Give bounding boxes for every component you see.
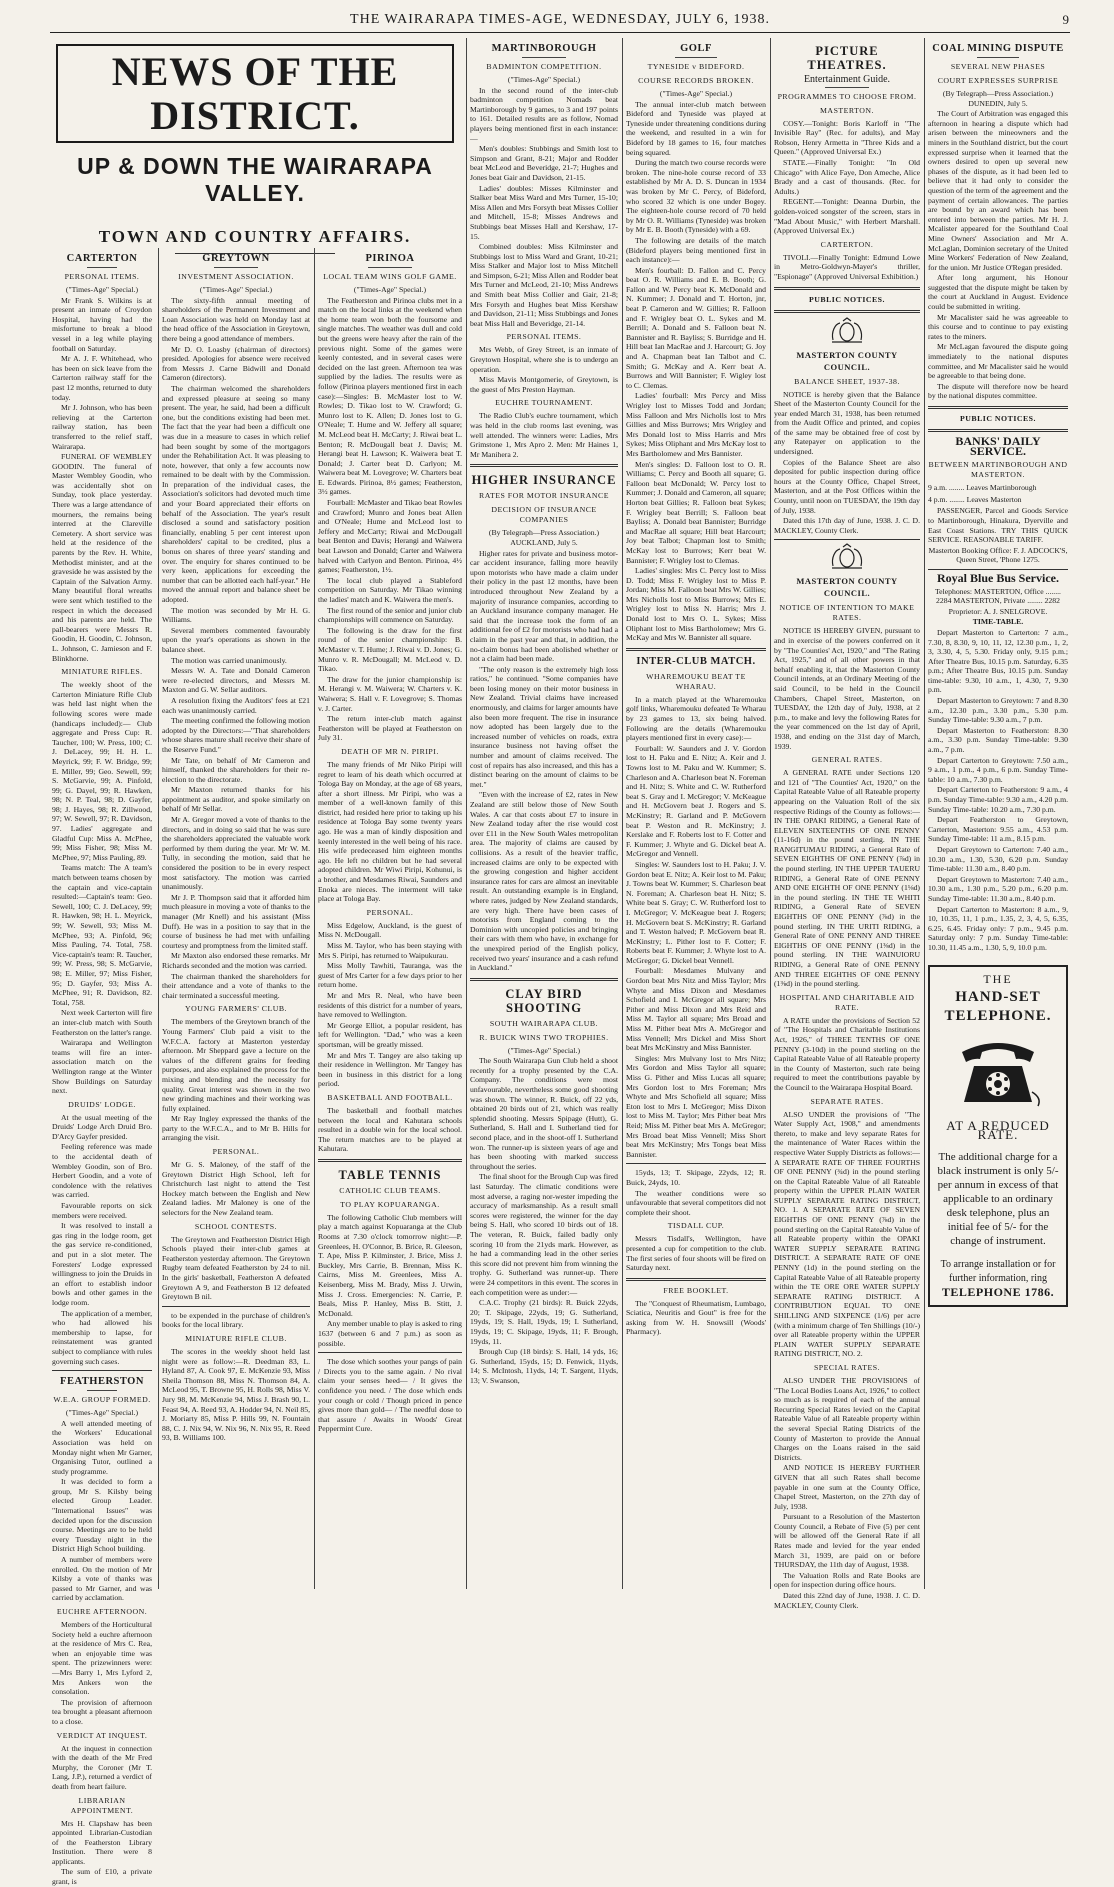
paragraph: A well attended meeting of the Workers' Educational Association was held on Monday night when Mr Garner, Organising Tutor, outlined a study programme. [52,1418,152,1476]
paragraph: Higher rates for private and business motor-car accident insurance, falling more heavily upon motorists who have made a claim under their policy in the past 12 months, have been introduced throughout New Zealand by a majority of insurance companies, according to an Auckland insurance company manager. He said that the increase took the form of an additional fee of £2 for motorists who had had a claim in the past year and that, in addition, the no-claim bonus had been abolished whether or not a claim had been made. [470,548,618,664]
paragraph: The annual inter-club match between Bideford and Tyneside was played at Tyneside under threatening conditions during the weekend, and resulted in a win for Bideford by 18 games to 16, four matches being squared. [626,99,766,157]
column-rule [466,38,467,1589]
general-rates-heading: GENERAL RATES. [811,755,883,765]
court-surprise-heading: COURT EXPRESSES SURPRISE [937,76,1059,85]
royal-phones: Telephones: MASTERTON, Office ........ 2284 MASTERTON, Private ........ 2282 [935,586,1061,606]
timetable-entry: Depart Greytown to Carterton: 7.40 a.m., 10.30 a.m., 1.30, 5.30, 6.20 p.m. Sunday Time-table: 11.30 a.m., 8.40 p.m. [928,844,1068,874]
column-notices [774,38,920,1610]
divider [162,1306,310,1307]
divider [318,1352,462,1353]
public-notices-heading-2: PUBLIC NOTICES. [960,414,1036,423]
timetable-entry: Depart Carterton to Masterton: 8 a.m., 9, 10, 10.35, 11, 1 p.m., 1.35, 2, 3, 4, 5, 6.35, 6.25, 6.45. Friday only: 7 p.m., 9.45 p.m. Saturday only: 7 p.m. Sunday Time-table: 10.30, 11.45 a.m., 1.30, 5, 9, 10.0 p.m. [928,904,1068,952]
paragraph: Fourball: W. Saunders and J. V. Gordon lost to H. Paku and E. Nitz; A. Keir and J. Towns lost to M. Paku and W. Kummer; S. Charleson and A. Charleson beat N. Foreman and H. Nitz; S. White and C. W. Rutherford beat S. Gray and I. McGregor; V. McKeague and H. McGovern beat J. Rogers and S. McKinstry; R. Garland and P. McGovern beat P. Weston and R. McKinstry; J. Kerslake and F. Roberts lost to F. Cotter and F. Kummer; J. Whyte and G. Dickel beat A. McGregor and Vennell. [626,743,766,859]
divider [928,429,1068,432]
paragraph: Mr Maxton returned thanks for his appointment as auditor, and spoke similarly on behalf of Mr Sellar. [162,785,310,814]
insurance-decision: DECISION OF INSURANCE COMPANIES [491,505,597,525]
column-rule [770,38,771,1589]
paragraph: Men's fourball: D. Fallon and C. Percy beat O. R. Williams and E. B. Booth; G. Fallon and W. Percy beat K. McDonald and N. Kummer; J. Donald and T. Horton, jnr, beat P. Cameron and W. Gillies; R. Falloon and F. Wrigley beat O. L. Sykes and M. Berrill; A. Donald and S. Falloon beat N. Bannister and R. Bayliss; S. Burridge and H. Hill beat Ian MacRae and J. Harcourt; G. Joy and A. Chapman beat Ian Talbot and C. Smith; G. McKay and A. Kerr beat A. Burrows and Will Bannister; F. Wigley lost to C. Clemas. [626,265,766,390]
column-pirinoa [318,248,462,1589]
county-council-title: MASTERTON COUNTY COUNCIL. [796,349,898,372]
librarian-heading: LIBRARIAN APPOINTMENT. [70,1795,134,1815]
divider [52,1370,152,1371]
euchre-afternoon-heading: EUCHRE AFTERNOON. [56,1607,148,1616]
paragraph: A GENERAL RATE under Sections 120 and 121 of "The Counties' Act, 1920," on the Capital Rateable Value of all Rateable property appearing on the Valuation Roll of the six respective Ridings of the County as follows:— IN THE OPAKI RIDING, a General Rate of ELEVEN SIXTEENTHS OF ONE PENNY (11-16d) in the pound sterling. IN THE RANGITUMAU RIDING, a General Rate of SEVEN EIGHTHS OF ONE PENNY (⅞d) in the pound sterling. IN THE UPPER TAUERU RIDING, a General Rate of ONE PENNY AND ONE EIGHTH OF ONE PENNY (1⅛d) in the pound sterling. IN THE TE WHITI RIDING, a General Rate of SEVEN EIGHTHS OF ONE PENNY (⅞d) in the pound sterling. IN THE URITI RIDING, a General Rate of ONE PENNY AND THREE EIGHTHS OF ONE PENNY (1⅜d) in the pound sterling. IN THE WAINUIORU RIDING, a General Rate of ONE PENNY AND THREE EIGHTHS OF ONE PENNY (1⅜d) in the pound sterling. [774,768,920,989]
divider [368,267,411,268]
byline: ("Times-Age" Special.) [65,285,139,294]
telephone-icon [952,1032,1044,1110]
paragraph: A number of members were enrolled. On the motion of Mr Kilsby a vote of thanks was passed to Mr Garner, and was carried by acclamation. [52,1555,152,1603]
divider [675,57,717,58]
hospital-rate-heading: HOSPITAL AND CHARITABLE AID RATE. [779,992,915,1012]
paragraph: Mr J. Johnson, who has been relieving at the Carterton railway station, has been transferred to the relief staff, Wairarapa. [52,403,152,451]
paragraph: Brough Cup (18 birds): S. Hall, 14 yds, 16; G. Sutherland, 15yds, 15; D. Fenwick, 11yds, 14; S. McIntosh, 11yds, 14; T. Sargent, 11yds, 13; V. Swanson, [470,1347,618,1385]
byline: ("Times-Age" Special.) [353,285,427,294]
paragraph: Ladies' doubles: Misses Kilminster and Stalker beat Miss Ward and Mrs Turner, 15-10; Miss Allen and Mrs Forsyth beat Misses Collier and Mitchell, 15-8; Misses Andrews and Stubbings beat Misses Hall and Kershaw, 17-15. [470,183,618,241]
divider [928,569,1068,570]
paragraph: Feeling reference was made to the accidental death of Wembley Goodin, son of Bro. Herbert Goodin, and a vote of condolence with the relatives was carried. [52,1142,152,1200]
paragraph: The Valuation Rolls and Rate Books are open for inspection during office hours. [774,1570,920,1590]
banks-time-2: 4 p.m. ........ Leaves Masterton [928,494,1022,504]
paragraph: The first round of the senior and junior club championships will commence on Saturday. [318,605,462,625]
paragraph: TIVOLI.—Finally Tonight: Edmund Lowe in Metro-Goldwyn-Mayer's thriller, "Espionage" (Approved Universal Exhibition.) [774,252,920,281]
paragraph: The following are details of the match (Bideford players being mentioned first in each instance):— [626,235,766,265]
coat-of-arms-icon [827,544,867,570]
paragraph: The sum of £10, a private grant, is [52,1867,152,1887]
paragraph: NOTICE IS HEREBY GIVEN, pursuant to and in exercise of the powers conferred on it by "The Counties' Act, 1920," and "The Rating Act, 1925," and of all other powers in that behalf enabling it, that the Masterton County Council intends, at an Ordinary Meeting of the said Council, to be held in the Council Chambers, Chapel Street, Masterton, on TUESDAY, the 12th day of July, 1938, at 2 p.m., to make and levy the following Rates for the year commenced on the 1st day of April, 1938, and ending on the 31st day of March, 1939. [774,626,920,751]
paragraph: It was resolved to install a gas ring in the lodge room, get the gas service re-conditioned, and put in a slot meter. The Foresters' Lodge expressed willingness to join the Druids in an effort to establish indoor bowls and other games in the lodge room. [52,1221,152,1307]
town-country-heading: TOWN AND COUNTRY AFFAIRS. [98,227,412,246]
divider [470,464,618,467]
investment-heading: INVESTMENT ASSOCIATION. [178,272,294,281]
paragraph: Miss M. Taylor, who has been staying with Mrs S. Piripi, has returned to Waipukurau. [318,941,462,960]
separate-rates-heading: SEPARATE RATES. [810,1096,884,1106]
byline: ("Times-Age" Special.) [65,1408,139,1418]
paragraph: Several members commented favourably upon the year's operations as shown in the balance sheet. [162,625,310,654]
paragraph: ALSO UNDER the provisions of "The Water Supply Act, 1908," and amendments thereto, to make and levy separate Rates for the maintenance of Water Races within the respective Water Supply Districts as follows:— A SEPARATE RATE OF THREE FOURTHS OF ONE PENNY (¾d) in the pound sterling on the Capital Rateable Value of all Rateable property within the UPPER PLAIN WATER SUPPLY SEPARATE RATING DISTRICT, NO. 1. A SEPARATE RATE OF SEVEN EIGHTHS OF ONE PENNY (⅞d) in the pound sterling on the Capital Rateable Value of all Rateable property within the OPAKI WATER SUPPLY SEPARATE RATING DISTRICT. A SEPARATE RATE OF ONE PENNY (1d) in the pound sterling on the Capital Rateable Value of all Rateable property within the TE ORE ORE WATER SUPPLY SEPARATE RATING DISTRICT. A CONTRIBUTION EQUAL TO ONE SHILLING AND SIXPENCE (1/6) per acre (with a minimum charge of Ten Shillings (10/-) over all Rateable property within the UPPER PLAIN WATER SUPPLY SEPARATE RATING DISTRICT, NO. 2. [774,1109,920,1359]
paragraph: The "Conquest of Rheumatism, Lumbago, Sciatica, Neuritis and Gout" is free for the asking from W. H. Snowsill (Woods' Pharmacy). [626,1298,766,1337]
greytown-heading: GREYTOWN [202,253,270,264]
divider [87,267,117,268]
telephone-title: HAND-SET TELEPHONE. [944,989,1052,1025]
paragraph: A RATE under the provisions of Section 52 of "The Hospitals and Charitable Institutions Act, 1926," of THREE TENTHS OF ONE PENNY (3-10d) in the pound sterling on the Capital Rateable Value of all Rateable property in the County of Masterton, such rate being required to meet the contributions payable by the Council to the Wairarapa Hospital Board. [774,1015,920,1092]
paragraph: Copies of the Balance Sheet are also deposited for public inspection during office hours at the County Office, Chapel Street, Masterton, and at the Post Offices within the County, until noon on TUESDAY, the 19th day of July, 1938. [774,457,920,515]
paragraph: Ladies' singles: Mrs C. Percy lost to Miss D. Todd; Miss F. Wrigley lost to Miss P. Jordan; Miss M. Falloon beat Mrs W. Gillies; Mrs Nicholls lost to Miss Burrows; Mrs E. Wrigley lost to Miss N. Harris; Mrs J. Donald lost to Mrs O. L. Sykes; Miss Oliphant lost to Miss Bartholomew; Mrs G. McKay and Mrs W. Bannister all square. [626,566,766,643]
masterton-heading: MASTERTON. [820,105,874,115]
paragraph: Miss Edgelow, Auckland, is the guest of Miss N. McDougall. [318,920,462,940]
paragraph: The members of the Greytown branch of the Young Farmers' Club paid a visit to the W.F.C.A. factory at Masterton yesterday afternoon. Mr Sheppard gave a lecture on the values of the different grains for feeding purposes, and also explained the process for the mixing and blending and the necessity for quality. Great interest was shown in the two new grinding machines and their working was fully explained. [162,1017,310,1113]
paragraph: The motion was seconded by Mr H. G. Williams. [162,605,310,625]
paragraph: "Even with the increase of £2, rates in New Zealand are still below those of New South Wales. A car that costs about £7 to insure in New Zealand today after the rise would cost over £11 in the New South Wales metropolitan area. The majority of claims are caused by collisions. As a result of the heavier traffic, increased claims are only to be expected with the growing congestion and higher accident insurance rates for cars are almost an inevitable result. An outstanding example is in England, where rates, judged by New Zealand standards, are very high. There have been cases of motorists from England coming to the Dominion with uncopied policies and bringing their cars with them who have, in exchange for the unexpired period of the English policy, received two years' insurance and a cash refund in Auckland." [470,790,618,973]
paragraph: The basketball and football matches between the local and Kahutara schools resulted in a double win for the local school. The return matches are to be played at Kahutara. [318,1105,462,1154]
divider [928,406,1068,409]
banks-time-1: 9 a.m. ........ Leaves Martinborough [928,483,1037,493]
divider [977,57,1019,58]
column-martinborough [470,38,618,1589]
table-tennis-heading: TABLE TENNIS [338,1167,442,1182]
catholic-club-heading: CATHOLIC CLUB TEAMS. [339,1185,441,1195]
divider [626,648,766,651]
paragraph: to be expended in the purchase of children's books for the local library. [162,1310,310,1330]
timetable-entry: Depart Carterton to Featherston: 9 a.m., 4 p.m. Sunday Time-table: 9.30 a.m., 4.20 p.m. Sunday Time-table: 10.20 a.m., 7.30 p.m. [928,785,1068,814]
paragraph: Mr Tate, on behalf of Mr Cameron and himself, thanked the shareholders for their re-election to the directorate. [162,755,310,784]
carterton-theatre-heading: CARTERTON. [820,239,874,249]
basketball-heading: BASKETBALL AND FOOTBALL. [327,1092,453,1102]
balance-sheet-heading: BALANCE SHEET, 1937-38. [794,376,900,386]
paragraph: FUNERAL OF WEMBLEY GOODIN. The funeral of Master Wembley Goodin, who was accidentally shot on Sunday, took place yesterday. There was a large attendance of mourners, the remains being interred at the Clareville Cemetery. A short service was held at the residence of the parents by the Rev. H. White, Methodist minister, and at the graveside he was assisted by the Captain of the Salvation Army. Many beautiful floral wreaths were sent which testified to the respect in which the deceased and his parents are held. The pall-bearers were Messrs R. Goodin, H. Goodin, C. Johnson, L. Johnson, C. Jamieson and F. Blinkhorne. [52,452,152,663]
insurance-sub: RATES FOR MOTOR INSURANCE [479,491,609,501]
paragraph: The Greytown and Featherston District High Schools played their inter-club games at Featherston yesterday afternoon. The Greytown Rugby team defeated Featherston by 24 to nil. In the girls' basketball, Featherston A defeated Greytown A 9, and Featherston B 12 defeated Greytown B nil. [162,1234,310,1302]
telephone-body: The additional charge for a black instrument is only 5/- per annum in excess of that applicable to an ordinary desk telephone, plus an initial fee of 5/- for the change of instrument. [937,1150,1059,1247]
paragraph: The motion was carried unanimously. [171,655,287,665]
royal-blue-title: Royal Blue Bus Service. [937,570,1059,585]
paragraph: ALSO UNDER THE PROVISIONS of "The Local Bodies Loans Act, 1926," to collect so much as is required of each of the annual Recurring Special Rates levied on the Capital Rateable Value of all Rateable property within the several Special Rating Districts of the County of Masterton to provide the Annual Charges on the Loans raised in the said Districts. [774,1375,920,1462]
divider [87,1390,117,1391]
paragraph: Mr D. O. Loasby (chairman of directors) presided. Apologies for absence were received from Messrs J. Carne Bidwill and Donald Cameron (directors). [162,344,310,383]
paragraph: Combined doubles: Miss Kilminster and Stubbings lost to Miss Ward and Grant, 10-21; Miss Stalker and Major lost to Miss Mitchell and Simpson, 6-21; Miss Allen and Rodder beat Mrs Turner and McLeod, 21-10; Miss Andrews and Smith beat Miss Collier and Gair, 21-8; Mrs Forsyth and Hughes beat Miss Kershaw and Davidson, 21-11; Miss Stubbings and Jones beat Miss Hall and Beveridge, 21-14. [470,242,618,328]
coat-of-arms-icon [827,318,867,344]
banks-advert [928,434,1068,565]
paragraph: A resolution fixing the Auditors' fees at £21 each was unanimously carried. [162,695,310,715]
divider [522,57,566,58]
euchre-tournament-heading: EUCHRE TOURNAMENT. [495,398,593,408]
column-coal-ads [928,38,1068,1589]
paragraph: Mr Frank S. Wilkins is at present an inmate of Croydon Hospital, having had the misfortune to break a blood vessel in a leg while playing football on Saturday. [52,295,152,353]
divider [774,310,920,313]
column-rule [314,248,315,1589]
interclub-heading: INTER-CLUB MATCH. [636,655,756,667]
paragraph: Members of the Horticultural Society held a euchre afternoon at the residence of Mrs C. Rea, when an enjoyable time was spent. The prizewinners were:—Mrs Barry 1, Mrs Lyford 2, Mrs Ankers won the consolation. [52,1620,152,1697]
column-rule [622,38,623,1589]
paragraph: Wairarapa and Wellington teams will fire an inter-association match on the Wellington range at the Winter Show Buildings on Saturday next. [52,1038,152,1096]
paragraph: Any member unable to play is asked to ring 1637 (between 6 and 7 p.m.) as soon as possible. [318,1319,462,1348]
paragraph: Mr G. S. Maloney, of the staff of the Greytown District High School, left for Christchurch last night to attend the Test Hockey match between the English and New Zealand ladies. Mr Maloney is one of the selectors for the New Zealand team. [162,1160,310,1218]
paragraph: In a match played at the Wharemouku golf links, Wharemouku defeated Te Wharau by 23 games to 13, six being halved. Following are the details (Wharemouku players mentioned first in every case):— [626,694,766,743]
paragraph: The scores in the weekly shoot held last night were as follow:—R. Deedman 83, L. Hyland 87, A. Cook 97, E. McKenzie 93, Miss Sheila Thomson 88, Miss N. Thomson 84, A. McLeod 95, T. Browne 95, H. Rolls 98, Miss V. Jury 98, M. McKenzie 94, Miss J. Brash 90, L. Feast 94, A. Reed 93, A. Hodder 94, N. Neil 85, J. Moriarty 85, Miss P. Hills 99, N. Fountain 88, C. J. Nix 94, W. Nix 96, N. Nix 95, R. Reed 93, B. Williams 100. [162,1346,310,1443]
greytown-rifle-heading: MINIATURE RIFLE CLUB. [185,1333,287,1343]
clay-bird-heading: CLAY BIRD SHOOTING [505,986,583,1015]
royal-blue-advert [928,570,1068,953]
paragraph: The final shoot for the Brough Cup was fired last Saturday. The climatic conditions were most adverse, a raging nor-wester impeding the accuracy of marksmanship. As a result small scores were registered, the winner for the day being S. Hall, who scored 10 birds out of 18. The veteran, R. Buick, failed badly only scoring 10 from the 21yds mark. However, as he had a commanding lead in the other series this score did not prevent him from winning the trophy. G. Sutherland was runner-up. There were 24 competitors in this event. The scores in each competition were as under:— [470,1172,618,1297]
public-notices-heading: PUBLIC NOTICES. [809,294,885,304]
paragraph: Miss Mavis Montgomerie, of Greytown, is the guest of Mrs Preston Hayman. [470,375,618,394]
special-rates-heading: SPECIAL RATES. [813,1362,881,1372]
paragraph: Miss Molly Tawhiti, Tauranga, was the guest of Mrs Carter for a few days prior to her return home. [318,961,462,990]
column-rule [924,38,925,1589]
pirinoa-heading: PIRINOA [365,253,415,264]
coal-heading: COAL MINING DISPUTE [932,43,1064,54]
death-heading: DEATH OF MR N. PIRIPI. [341,746,439,756]
clay-trophies-heading: R. BUICK WINS TWO TROPHIES. [479,1032,609,1042]
paragraph: Mr Ray Ingley expressed the thanks of the party to the W.F.C.A., and to Mr B. Hills for arranging the visit. [162,1114,310,1143]
paragraph: Dated this 22nd day of June, 1938. J. C. D. MACKLEY, County Clerk. [774,1591,920,1610]
golf-game-heading: LOCAL TEAM WINS GOLF GAME. [323,272,457,281]
paragraph: Mr Maxton also endorsed these remarks. Mr Richards seconded and the motion was carried. [162,951,310,970]
divider [774,539,920,540]
paragraph: It was decided to form a group, Mr S. Kilsby being elected Group Leader. "International Issues" was decided upon for the discussion course. Meetings are to be held every Tuesday night in the District High School building. [52,1477,152,1554]
golf-heading: GOLF [680,43,712,54]
clay-club-heading: SOUTH WAIRARAPA CLUB. [489,1018,599,1028]
valley-subtitle: UP & DOWN THE WAIRARAPA VALLEY. [77,153,433,206]
column-carterton [52,248,152,1887]
booklet-heading: FREE BOOKLET. [663,1285,729,1295]
paragraph: The many friends of Mr Niko Piripi will regret to learn of his death which occurred at Tologa Bay on Monday, at the age of 68 years, after a short illness. Mr Piripi, who was a member of a well-known family of this district, had resided here prior to taking up his residence at Tologa Bay some twenty years ago. He was a man of kindly disposition and keenly interested in the well being of his race. His wife predeceased him eighteen months ago. He left no children but he had several adopted children. Mr Wiwi Piripi, Kohunui, is a brother, and Mesdames Riwai, Saunders and Enoka are nieces. The interment will take place at Tologa Bay. [318,759,462,904]
paragraph: The Court of Arbitration was engaged this afternoon in hearing a dispute which had arisen between the mineowners and the miners in the Southland district, but the court expressed surprise when it learned that the owners desired to open up several new phases of the dispute, as it had been led to believe that it had only to consider the question of the term of the agreement and the payment of certain allowances. The parties are bound by an award which has been entered into between the parties. Mr H. J. Mcalister appeared for the Southland Coal Mine Owners' Association and Mr A. McLaglan, Dominion secretary of the United Mine Workers' Federation of New Zealand, for the union. Mr Justice O'Regan presided. [928,109,1068,272]
paragraph: The application of a member, who had allowed his membership to lapse, for reinstatement was granted subject to compliance with rules governing such cases. [52,1308,152,1366]
banks-desc: PASSENGER, Parcel and Goods Service to Martinborough, Hinakura, Dyerville and East Coast Stations. TRY THIS QUICK SERVICE. REASONABLE TARIFF. [928,506,1068,545]
druids-lodge-heading: DRUIDS' LODGE. [68,1099,136,1109]
paragraph: Mr McLagan favoured the dispute going immediately to the national disputes committee, and Mr Macalister said he would be agreeable to that being done. [928,342,1068,381]
paragraph: The weather conditions were so unfavourable that several competitors did not complete their shoot. [626,1188,766,1217]
paragraph: The chairman thanked the shareholders for their attendance and a vote of thanks to the chair terminated a successful meeting. [162,971,310,1000]
divider [318,1159,462,1162]
telephone-advert [928,965,1068,1308]
paragraph: Singles: W. Saunders lost to H. Paku; J. V. Gordon beat E. Nitz; A. Keir lost to M. Paku; J. Towns beat W. Kummer; S. Charleson beat N. Foreman; A. Charleson beat H. Nitz; S. White beat S. Gray; C. W. Rutherford lost to I. McGregor; V. McKeague beat J. Rogers; H. McGovern beat S. McKinstry; R. Garland and T. Weston halved; P. McGovern beat R. McKinstry; L. Pither lost to F. Cotter; F. Roberts beat F. Kummer; J. Whyte lost to A. McGregor; G. Dickel beat Vennell. [626,859,766,965]
programmes-heading: PROGRAMMES TO CHOOSE FROM. [777,91,917,101]
paragraph: Next week Carterton will fire an inter-club match with South Featherston on the latter's range. [52,1008,152,1037]
paragraph: STATE.—Finally Tonight: "In Old Chicago" with Alice Faye, Don Ameche, Alice Brady and a cast of thousands. (Rec. for Adults.) [774,157,920,196]
paragraph: Men's singles: D. Falloon lost to O. R. Williams; C. Percy and Booth all square; G. Falloon beat McDonald; W. Percy lost to Kummer; J. Donald and Cameron, all square; Horton beat Gillies; R. Falloon beat Sykes; F. Wrigley beat Berrill; S. Falloon beat Bayliss; A. Donald beat Bannister; Burridge and MacRae all square; Hill beat Harcourt; Joy beat Talbot; Chapman lost to Smith; McKay lost to Burrows; Kerr beat W. Bannister; F. Wrigley lost to Clemas. [626,459,766,565]
miniature-rifles-heading: MINIATURE RIFLES. [61,667,143,677]
paragraph: AND NOTICE IS HEREBY FURTHER GIVEN that all such Rates shall become payable in one sum at the County Office, Chapel Street, Masterton, on the 27th day of July, 1938. [774,1463,920,1511]
county-council-title-2: MASTERTON COUNTY COUNCIL. [796,576,898,599]
paragraph: Messrs W. A. Tate and Donald Cameron were re-elected directors, and Messrs M. Maxton and G. W. Sellar auditors. [162,666,310,695]
kopuaranga-heading: TO PLAY KOPUARANGA. [340,1199,440,1209]
paragraph: Ladies' fourball: Mrs Percy and Miss Wrigley lost to Misses Todd and Jordan; Miss Falloon and Mrs Nicholls lost to Mrs Gillies and Miss Burrows; Mrs Wrigley and Mrs Donald lost to Miss Harris and Mrs Sykes; Miss Oliphant and Mrs McKay lost to Mrs Bartholomew and Mrs Bannister. [626,391,766,458]
column-golf [626,38,766,1589]
greytown-personal-heading: PERSONAL. [212,1147,260,1157]
paragraph: At the usual meeting of the Druids' Lodge Arch Druid Bro. D'Arcy Gayfer presided. [52,1112,152,1141]
paragraph: REGENT.—Tonight: Deanna Durbin, the golden-voiced songster of the screen, stars in "Mad About Music," with Herbert Marshall. (Approved Universal Ex.) [774,197,920,236]
divider [626,1278,766,1281]
school-contests-heading: SCHOOL CONTESTS. [194,1221,278,1231]
wharemouku-heading: WHAREMOUKU BEAT TE WHARAU. [646,671,746,691]
byline: ("Times-Age" Special.) [659,89,733,98]
verdict-heading: VERDICT AT INQUEST. [56,1730,148,1740]
paragraph: The Radio Club's euchre tournament, which was held in the club rooms last evening, was well attended. The winners were: Ladies, Mrs Grimstone 1, Mrs Apro 2. Men: Mr Haines 1, Mr Manihera 2. [470,411,618,459]
paragraph: The following Catholic Club members will play a match against Kopuaranga at the Club Rooms at 7.30 o'clock tomorrow night:—P. Greenlees, H. O'Connor, B. Brice, R. Gleeson, T. Ape, Miss P. Kilminster, J. Brice, Miss J. Buckley, Mrs Carrie, B. Brennan, Miss K. Cairns, Miss M. Greenlees, Miss A. Keisenberg, Miss M. Brady, Miss J. Urwin, Miss J. Cross. Emergencies: N. Carrie, P. Beals, Miss P. Hanley, Miss B. Stitt, J. McDonald. [318,1212,462,1318]
martinborough-personal-heading: PERSONAL ITEMS. [506,332,582,342]
main-heading-block [50,38,460,246]
news-of-district-title: NEWS OF THE DISTRICT. [56,44,454,143]
paragraph: Fourball: McMaster and Tikao beat Rowles and Crawford; Munro and Jones beat Allen and O'Neale; Hume and McLeod lost to Jeffery and McCarty; Riwai and McDougall beat Benton and Davis; Herangi and Waiwera beat Lawson and Donald; Carter and Waiwera halved with Carlyon and Benton. Pirinoa, 4½ games; Featherston, 1½. [318,498,462,575]
featherston-heading: FEATHERSTON [60,1376,144,1388]
timetable-entry: Depart Greytown to Masterton: 7.40 a.m., 10.30 a.m., 1.30 p.m., 5.20 p.m., 6.20 p.m. Sunday Time-table: 11.30 a.m., 8.40 p.m. [928,874,1068,903]
tyneside-heading: TYNESIDE v BIDEFORD. [647,62,745,71]
paragraph: Favourable reports on sick members were received. [52,1201,152,1220]
byline: ("Times-Age" Special.) [507,75,581,84]
timetable-entry: Depart Carterton to Greytown: 7.50 a.m., 9 a.m., 1 p.m., 4 p.m., 6 p.m. Sunday Time-table: 10 a.m., 7.30 p.m. [928,755,1068,784]
paragraph: Mr George Elliot, a popular resident, has left for Wellington. "Dad," who was a keen sportsman, will be greatly missed. [318,1020,462,1049]
paragraph: Dated this 17th day of June, 1938. J. C. D. MACKLEY, County Clerk. [774,516,920,535]
paragraph: The local club played a Stableford competition on Saturday. Mr Tikao winning the ladies' match and K. Waiwera the men's. [318,575,462,604]
carterton-personal-heading: PERSONAL ITEMS. [64,272,140,281]
tisdall-heading: TISDALL CUP. [667,1221,725,1231]
badminton-heading: BADMINTON COMPETITION. [486,62,602,71]
paragraph: Singles: Mrs Mulvany lost to Mrs Nitz; Mrs Gordon and Miss Taylor all square; Miss G. Pither and Miss Lucas all square; Mrs Gordon lost to Mrs Foreman; Mrs Whyte and Mrs Schofield all square; Miss Eton lost to Mrs I. McGregor; Miss Dixon lost to Miss M. Taylor; Mrs Pither beat Mrs Reid; Miss M. Pither beat Mrs A. McGregor; Mrs Broad beat Miss Vennell; Miss Short beat Mrs McKinstry; Mrs Tongs beat Miss Bannister. [626,1053,766,1159]
paragraph: "The only reason is the extremely high loss ratios," he continued. "Some companies have been losing money on their motor business in New Zealand. Trivial claims have increased enormously, and claims for larger amounts have also been more frequent. The rise in insurance now adopted has been largely due to the increased number of vehicles on roads, extra insurance business not having offset the number and amount of claims received. The cost of repairs has also increased, and this has a distinct bearing on the amount of claims to be met." [470,664,618,789]
young-farmers-heading: YOUNG FARMERS' CLUB. [184,1004,288,1014]
paragraph: The meeting confirmed the following motion adopted by the Directors:—"That shareholders whose shares mature shall receive their share of the Reserve Fund." [162,716,310,754]
royal-proprietor: Proprietor: A. J. SNELGROVE. [948,606,1048,616]
paragraph: After long argument, his Honour suggested that the dispute might be taken by the court at Auckland in August. Evidence could be submitted in writing. [928,273,1068,312]
rates-notice-heading: NOTICE OF INTENTION TO MAKE RATES. [779,603,915,623]
paragraph: In the second round of the inter-club badminton competition Nomads beat Martinborough by 9 games, to 3 and 197 points to 161. Detailed results are as follow, Nomad players being mentioned first in each instance:— [470,85,618,143]
byline: (By Telegraph—Press Association.) DUNEDIN, July 5. [942,89,1054,108]
masthead [50,10,1070,33]
column-rule [158,248,159,1589]
paragraph: Messrs Tisdall's, Wellington, have presented a cup for competition to the club. The first series of four shoots will be fired on Saturday next. [626,1234,766,1273]
paragraph: Fourball: Mesdames Mulvany and Gordon beat Mrs Nitz and Miss Taylor; Mrs Whyte and Miss Dixon and Mesdames Schofield and I. McGregor all square; Mrs Pither and Miss Dixon and Mrs Reid and Miss M. Taylor all square; Mrs Broad and Miss M. Pither beat Mrs A. McGregor and Miss Vennell; Mrs Dickel and Miss Short beat Mrs McKinstry and Miss Bannister. [626,966,766,1053]
byline: (By Telegraph—Press Association.) AUCKLAND, July 5. [488,528,600,547]
banks-office: Masterton Booking Office: F. J. ADCOCK'S, Queen Street, 'Phone 1275. [928,545,1068,565]
paragraph: At the inquest in connection with the death of the Mr Fred Murphy, the Coroner (Mr T. Lang, J.P.), returned a verdict of death from heart failure. [52,1743,152,1791]
page-number: 9 [1062,12,1070,27]
paragraph: The draw for the junior championship is: M. Herangi v. M. Waiwera; W. Charters v. K. Waiwera; S. Hall v. F. Lovegrove; S. Thomas v. J. Carter. [318,674,462,713]
records-heading: COURSE RECORDS BROKEN. [638,76,754,85]
paragraph: The return inter-club match against Featherston will be played at Featherston on July 31. [318,714,462,743]
paragraph: Men's doubles: Stubbings and Smith lost to Simpson and Grant, 8-21; Major and Rodder beat McLeod and Beveridge, 21-7; Hughes and Jones beat Gair and Davidson, 21-15. [470,144,618,182]
timetable-entry: Depart Masterton to Featherston: 8.30 a.m., 3.30 p.m. Sunday Time-table: 9.30 a.m., 7 p.m. [928,725,1068,755]
paragraph: Mr A. Gregor moved a vote of thanks to the directors, and in doing so said that he was sure the shareholders appreciated the valuable work performed by them during the year. Mr W. M. Tully, in seconding the motion, said that he considered the position to be in every respect most satisfactory. The motion was carried unanimously. [162,815,310,892]
pirinoa-personal-heading: PERSONAL. [366,907,414,917]
paragraph: Mr and Mrs T. Tangey are also taking up their residence in Wellington. Mr Tangey has been in business in this district for a long period. [318,1050,462,1089]
new-phases-heading: SEVERAL NEW PHASES [950,62,1046,71]
paragraph: COSY.—Tonight: Boris Karloff in "The Invisible Ray" (Rec. for adults), and May Robson, Henry Armetta in "Three Kids and a Queen." (Approved Universal Ex.) [774,118,920,157]
paragraph: The provision of afternoon tea brought a pleasant afternoon to a close. [52,1697,152,1726]
royal-timetable-heading: TIME-TABLE. [972,617,1024,627]
divider [214,267,258,268]
telephone-arrange: To arrange installation or for further information, ring [940,1258,1056,1284]
advert-verse: The dose which soothes your pangs of pain / Directs you to the same again. / No rival claim your senses heed— / It gives the confidence you need. / The dose which ends your cough or cold / Though priced in pence gives more than gold— / The needful dose to that assure / Awaits in Woods' Great Peppermint Cure. [318,1357,462,1434]
byline: ("Times-Age" Special.) [507,1045,581,1055]
reduced-rate: AT A REDUCED RATE. [946,1117,1050,1143]
divider [470,978,618,981]
paragraph: The Featherston and Pirinoa clubs met in a match on the local links at the weekend when the home team won both the foursome and single matches. The weather was dull and cold but the greens were heavy after the rain of the previous night. Some of the games were keenly contested, and in several cases were decided on the last green. Afternoon tea was supplied by the ladies. The results were as follow (Pirinoa players mentioned first in each case):—Singles: B. McMaster lost to W. Rowles; D. Tikao lost to W. Crawford; G. Munro lost to K. Allen; D. Jones lost to G. O'Neale; T. Hume and W. Jeffery all square; M. McLeod beat H. McCarty; J. Riwai beat L. Benton; R. McDougall beat J. Davis; M. Herangi beat H. Lawson; K. Waiwera beat T. Donald; J. Carter beat D. Carlyon; M. Waiwera beat M. Lovegrove; W. Charters beat E. Edwards. Pirinoa, 8½ games; Featherston, 3½ games. [318,295,462,497]
paragraph: Pursuant to a Resolution of the Masterton County Council, a Rebate of Five (5) per cent will be allowed off the General Rate if all Rates made and levied for the year ended March 31, 1939, are paid on or before THURSDAY, the 11th day of August, 1938. [774,1512,920,1570]
column-greytown [162,248,310,1589]
paragraph: C.A.C. Trophy (21 birds): R. Buick 22yds, 20; T. Skipage, 22yds, 19; G. Sutherland, 19yds, 19; S. Hall, 19yds, 19; I. Sutherland, 19yds, 19; C. Skipage, 19yds, 11; F. Brough, 19yds, 11. [470,1298,618,1346]
telephone-the: THE [983,971,1013,986]
paragraph: NOTICE is hereby given that the Balance Sheet of the Masterton County Council for the year ended March 31, 1938, has been returned from the Audit Office and printed, and copies of the same may be obtained free of cost by any Ratepayer on application to the undersigned. [774,389,920,457]
paragraph: Mr J. P. Thompson said that it afforded him much pleasure in moving a vote of thanks to the manager (Mr Knell) and his assistant (Miss Duff). He was in a position to say that in the course of business he had met with unfailing courtesy and promptness from the limited staff. [162,892,310,950]
timetable-entry: Depart Masterton to Carterton: 7 a.m., 7.30, 8, 8.30, 9, 10, 11, 12, 12.30 p.m., 1, 2, 3, 3.30, 4, 5, 5.30. Friday only, 9.15 p.m.; After Theatre Bus, 10.15 p.m. Saturday, 6.35 p.m.; After Theatre Bus, 10.15 p.m. Sunday time-table: 9.30, 10 a.m., 1, 4.30, 7, 9.30 p.m. [928,627,1068,695]
paragraph: Mrs H. Clapshaw has been appointed Librarian-Custodian of the Featherston Library Institution. There were 8 applicants. [52,1818,152,1866]
paragraph: The weekly shoot of the Carterton Miniature Rifle Club was held last night when the following scores were made (handicaps included):— Club aggregate and Press Cup: R. Taucher, 100; W. Press, 100; C. J. DeLacey, 99; H. H. L. Meyrick, 99; F. W. Bridge, 99; E. Miller, 99; Geo. Sewell, 99; S. McGarvie, 99; A. Pinfold, 99; G. Dayel, 99; R. Hawken, 98; N. P. Teal, 98; D. Gayfer, 98; J. Hayes, 98; R. Zillwood, 97; W. Sewell, 97; R. Davidson, 97. Ladies' aggregate and Gladful Cup: Miss A. McPhee, 99; Miss Fisher, 98; Miss M. McPhee, 97; Miss Pauling, 89. [52,680,152,862]
timetable-entry: Depart Featherston to Greytown, Carterton, Masterton: 9.55 a.m., 4.53 p.m. Sunday Time-table: 11 a.m., 8.15 p.m. [928,815,1068,844]
paragraph: The sixty-fifth annual meeting of shareholders of the Permanent Investment and Loan Association was held on Monday last at the head office of the Association in Greytown, there being a good attendance of members. [162,295,310,343]
paragraph: During the match two course records were broken. The nine-hole course record of 33 established by Mr A. D. S. Duncan in 1934 was broken by Mr C. Percy, of Bideford, who scored 32 which is one under Bogey. The eighteen-hole course record of 70 held by Mr O. R. Williams (Tyneside) was broken by Mr E. B. Booth (Tyneside) with a 69. [626,158,766,235]
divider [626,1163,766,1164]
wea-heading: W.E.A. GROUP FORMED. [53,1395,151,1405]
paragraph: The following is the draw for the first round of the senior championship: B. McMaster v. T. Hume; J. Riwai v. D. Jones; G. Munro v. R. McDougall; M. McLeod v. D. Tikao. [318,625,462,674]
carterton-heading: CARTERTON [66,253,138,264]
paragraph: The dispute will therefore now be heard by the national disputes committee. [928,381,1068,401]
paragraph: 15yds, 13; T. Skipage, 22yds, 12; R. Buick, 24yds, 10. [626,1168,766,1187]
entertainment-guide: Entertainment Guide. [803,74,891,85]
divider [825,87,869,88]
banks-route: BETWEEN MARTINBOROUGH AND MASTERTON. [928,460,1068,480]
banks-title: BANKS' DAILY SERVICE. [955,434,1041,458]
paragraph: The chairman welcomed the shareholders and expressed pleasure at seeing so many present. The year, he said, had been a difficult one, but the conditions existing had been met. The fact that the year had been a difficult one was due in a measure to cases in which relief had been sought by some of the mortgagors under the Rehabilitation Act. It was pleasing to note, however, that only a few accounts now remained to be dealt with by the Commission. In preparation of the individual cases, the Association's solicitors had devoted much time and your Board appreciated their efforts on behalf of the Association. The year's result disclosed a sound and satisfactory position financially, enabling 5 per cent interest upon shareholders' capital to be credited, plus a bonus on shares of three years' standing and over. The enquiry for shares continued to be very keen, applications for exceeding the number that can be allotted each half-year." He moved the annual report and balance sheet be adopted. [162,383,310,604]
paper-title: THE WAIRARAPA TIMES-AGE, WEDNESDAY, JULY 6, 1938. [350,12,770,27]
insurance-heading: HIGHER INSURANCE [471,473,617,488]
divider [774,287,920,290]
picture-theatres-heading: PICTURE THEATRES. [807,44,887,72]
martinborough-heading: MARTINBOROUGH [491,43,597,54]
byline: ("Times-Age" Special.) [199,285,273,294]
telephone-number: TELEPHONE 1786. [941,1284,1055,1299]
paragraph: Mrs Webb, of Grey Street, is an inmate of Greytown Hospital, where she is to undergo an operation. [470,345,618,374]
paragraph: Mr A. J. F. Whitehead, who has been on sick leave from the Carterton railway staff for the past 12 months, returned to duty today. [52,354,152,402]
paragraph: Mr Macalister said he was agreeable to this course and to continue to pay existing rates to the miners. [928,312,1068,341]
paragraph: Mr and Mrs R. Neal, who have been residents of this district for a number of years, have removed to Wellington. [318,990,462,1020]
paragraph: Teams match: The A team's match between teams chosen by the captain and vice-captain resulted:—Captain's team: Geo. Sewell, 100; C. J. DeLacey, 99; R. Hawken, 98; H. L. Meyrick, 99; W. Sewell, 93; Miss M. McPhee, 93; A. Pinfold, 96; Miss Pauling, 74. Total, 758. Vice-captain's team: R. Taucher, 99; W. Press, 98; S. McGarvie, 98; E. Miller, 97; Miss Fisher, 95; D. Gayfer, 93; Miss A. McPhee, 91; R. Davidson, 82. Total, 758. [52,863,152,1007]
paragraph: The South Wairarapa Gun Club held a shoot recently for a trophy presented by the C.A. Company. The conditions were most unfavourable, nevertheless some good shooting was shown. The winner, R. Buick, off 22 yds, obtained 20 birds out of 21, which was really splendid shooting. Messrs Spipage (Hutt), G. Sutherland, S. Hall and I. Sutherland tied for second place, and in the shoot-off I. Sutherland won. The runner-up is sixteen years of age and has been shooting with marked success throughout the series. [470,1056,618,1171]
timetable-entry: Depart Masterton to Greytown: 7 and 8.30 a.m., 12.30 p.m., 3.30 p.m., 5.30 p.m. Sunday Time-table: 9.30 a.m., 7 p.m. [928,696,1068,725]
